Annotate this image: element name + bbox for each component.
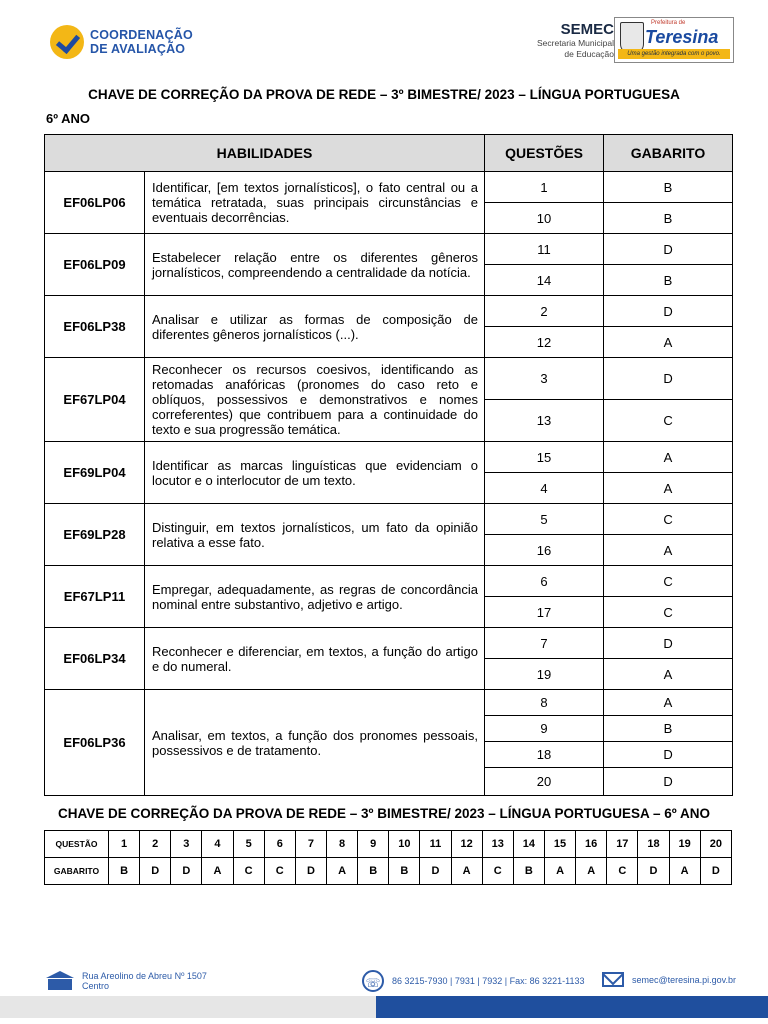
answer-letter: A [604,327,733,358]
key-answer-cell: D [638,858,669,885]
skills-table [44,134,733,796]
question-number: 11 [485,234,604,265]
key-answer-cell: D [420,858,451,885]
table-header-row [45,135,733,172]
key-answer-cell: A [576,858,607,885]
skill-description: Empregar, adequadamente, as regras de concordância nominal entre substantivo, adjetivo e artigo. [145,566,485,628]
answer-letter: D [604,358,733,400]
key-question-cell: 8 [326,831,357,858]
footer-email [602,972,736,987]
key-question-cell: 16 [576,831,607,858]
semec-label [530,22,614,60]
grade-label: 6º ANO [46,111,90,126]
coord-logo-line1: COORDENAÇÃO [90,28,193,42]
key-question-cell: 5 [233,831,264,858]
answer-letter: C [604,566,733,597]
question-number: 9 [485,716,604,742]
key-question-cell: 18 [638,831,669,858]
footer-address [46,971,207,991]
pref-slogan: Uma gestão integrada com o povo. [618,49,730,59]
skill-description: Identificar as marcas linguísticas que evidenciam o locutor e o interlocutor de um texto. [145,442,485,504]
table-row [45,504,733,535]
skills-table-body [45,172,733,796]
footer-bar-blue [376,996,768,1018]
skill-code: EF67LP04 [45,358,145,442]
answer-letter: B [604,203,733,234]
page-title: CHAVE DE CORREÇÃO DA PROVA DE REDE – 3º BIMESTRE/ 2023 – LÍNGUA PORTUGUESA [88,87,680,102]
question-number: 14 [485,265,604,296]
key-question-cell: 11 [420,831,451,858]
table-row [45,296,733,327]
table-row [45,442,733,473]
header-gabarito: GABARITO [604,135,733,172]
prefeitura-teresina-logo [614,17,734,63]
question-number: 10 [485,203,604,234]
key-question-cell: 9 [358,831,389,858]
key-question-cell: 10 [389,831,420,858]
skill-description: Estabelecer relação entre os diferentes gêneros jornalísticos, compreendendo a centralidade da notícia. [145,234,485,296]
phone-numbers: 86 3215-7930 | 7931 | 7932 | Fax: 86 3221-1133 [392,976,585,986]
header-questoes: QUESTÕES [485,135,604,172]
email-address[interactable]: semec@teresina.pi.gov.br [632,974,737,985]
answer-key-table [44,830,732,885]
phone-icon: ☏ [362,970,384,992]
key-question-cell: 1 [109,831,140,858]
key-answer-cell: D [140,858,171,885]
footer-bar-gray [0,996,376,1018]
answer-letter: A [604,690,733,716]
answer-letter: D [604,742,733,768]
answer-letter: D [604,628,733,659]
table-row [45,172,733,203]
key-answer-cell: D [295,858,326,885]
pref-name: Teresina [645,27,719,47]
answer-letter: C [604,504,733,535]
key-answer-cell: A [544,858,575,885]
key-answer-cell: C [607,858,638,885]
coord-logo-line2: DE AVALIAÇÃO [90,42,186,56]
key-question-cell: 6 [264,831,295,858]
question-number: 1 [485,172,604,203]
key-question-cell: 19 [669,831,700,858]
table-row [45,566,733,597]
key-answer-cell: D [171,858,202,885]
skill-code: EF69LP04 [45,442,145,504]
key-answer-cell: A [669,858,700,885]
key-question-cell: 3 [171,831,202,858]
skill-description: Analisar, em textos, a função dos pronomes pessoais, possessivos e de tratamento. [145,690,485,796]
skill-description: Reconhecer e diferenciar, em textos, a função do artigo e do numeral. [145,628,485,690]
key-answer-cell: C [482,858,513,885]
checkmark-badge-icon [50,25,84,59]
answer-key-question-row [45,831,732,858]
question-number: 5 [485,504,604,535]
answer-key-answer-row [45,858,732,885]
skill-description: Analisar e utilizar as formas de composição de diferentes gêneros jornalísticos (...). [145,296,485,358]
key-question-cell: 14 [513,831,544,858]
answer-letter: A [604,659,733,690]
semec-name: SEMEC [560,21,614,38]
question-number: 4 [485,473,604,504]
question-number: 18 [485,742,604,768]
key-question-cell: 12 [451,831,482,858]
building-icon [46,971,74,991]
skill-description: Identificar, [em textos jornalísticos], o fato central ou a temática retratada, suas principais circunstâncias e eventuais decorrências. [145,172,485,234]
semec-subtitle-1: Secretaria Municipal [536,38,614,48]
key-question-cell: 2 [140,831,171,858]
skill-code: EF06LP09 [45,234,145,296]
gabarito-label: GABARITO [45,858,109,885]
key-question-cell: 7 [295,831,326,858]
key-answer-cell: C [264,858,295,885]
question-number: 2 [485,296,604,327]
skill-code: EF06LP34 [45,628,145,690]
key-answer-cell: B [358,858,389,885]
answer-letter: B [604,172,733,203]
question-number: 20 [485,768,604,796]
question-number: 16 [485,535,604,566]
skill-code: EF67LP11 [45,566,145,628]
coordenacao-logo-text [90,28,193,56]
address-line-1: Rua Areolino de Abreu Nº 1507 [82,971,207,981]
table-row [45,234,733,265]
table-row [45,690,733,716]
footer-phones [362,970,585,992]
answer-letter: D [604,296,733,327]
table-row [45,628,733,659]
header-habilidades: HABILIDADES [45,135,485,172]
answer-key-title: CHAVE DE CORREÇÃO DA PROVA DE REDE – 3º BIMESTRE/ 2023 – LÍNGUA PORTUGUESA – 6º ANO [58,806,710,821]
question-number: 15 [485,442,604,473]
key-question-cell: 13 [482,831,513,858]
question-number: 19 [485,659,604,690]
coordenacao-logo [50,22,193,62]
key-question-cell: 17 [607,831,638,858]
answer-letter: A [604,535,733,566]
answer-letter: C [604,400,733,442]
skill-description: Distinguir, em textos jornalísticos, um fato da opinião relativa a esse fato. [145,504,485,566]
question-number: 7 [485,628,604,659]
envelope-icon [602,972,624,987]
key-answer-cell: C [233,858,264,885]
answer-letter: B [604,265,733,296]
address-line-2: Centro [82,981,110,991]
key-answer-cell: D [700,858,731,885]
question-number: 13 [485,400,604,442]
answer-letter: C [604,597,733,628]
skill-code: EF06LP06 [45,172,145,234]
key-question-cell: 4 [202,831,233,858]
key-question-cell: 20 [700,831,731,858]
key-answer-cell: B [389,858,420,885]
question-number: 8 [485,690,604,716]
answer-letter: A [604,442,733,473]
question-number: 3 [485,358,604,400]
pref-small-text: Prefeitura de [651,20,686,26]
skill-code: EF06LP36 [45,690,145,796]
answer-letter: A [604,473,733,504]
skill-code: EF06LP38 [45,296,145,358]
key-question-cell: 15 [544,831,575,858]
semec-subtitle-2: de Educação [564,49,614,59]
key-answer-cell: A [326,858,357,885]
table-row [45,358,733,400]
key-answer-cell: A [202,858,233,885]
question-number: 6 [485,566,604,597]
key-answer-cell: A [451,858,482,885]
skill-code: EF69LP28 [45,504,145,566]
answer-letter: D [604,768,733,796]
skill-description: Reconhecer os recursos coesivos, identificando as retomadas anafóricas (pronomes do caso reto e oblíquos, possessivos e demonstrativos e nomes correferentes) que contribuem para a continuidade do texto e sua progressão temática. [145,358,485,442]
question-number: 17 [485,597,604,628]
answer-letter: B [604,716,733,742]
key-answer-cell: B [109,858,140,885]
answer-letter: D [604,234,733,265]
key-answer-cell: B [513,858,544,885]
questao-label: QUESTÃO [45,831,109,858]
question-number: 12 [485,327,604,358]
